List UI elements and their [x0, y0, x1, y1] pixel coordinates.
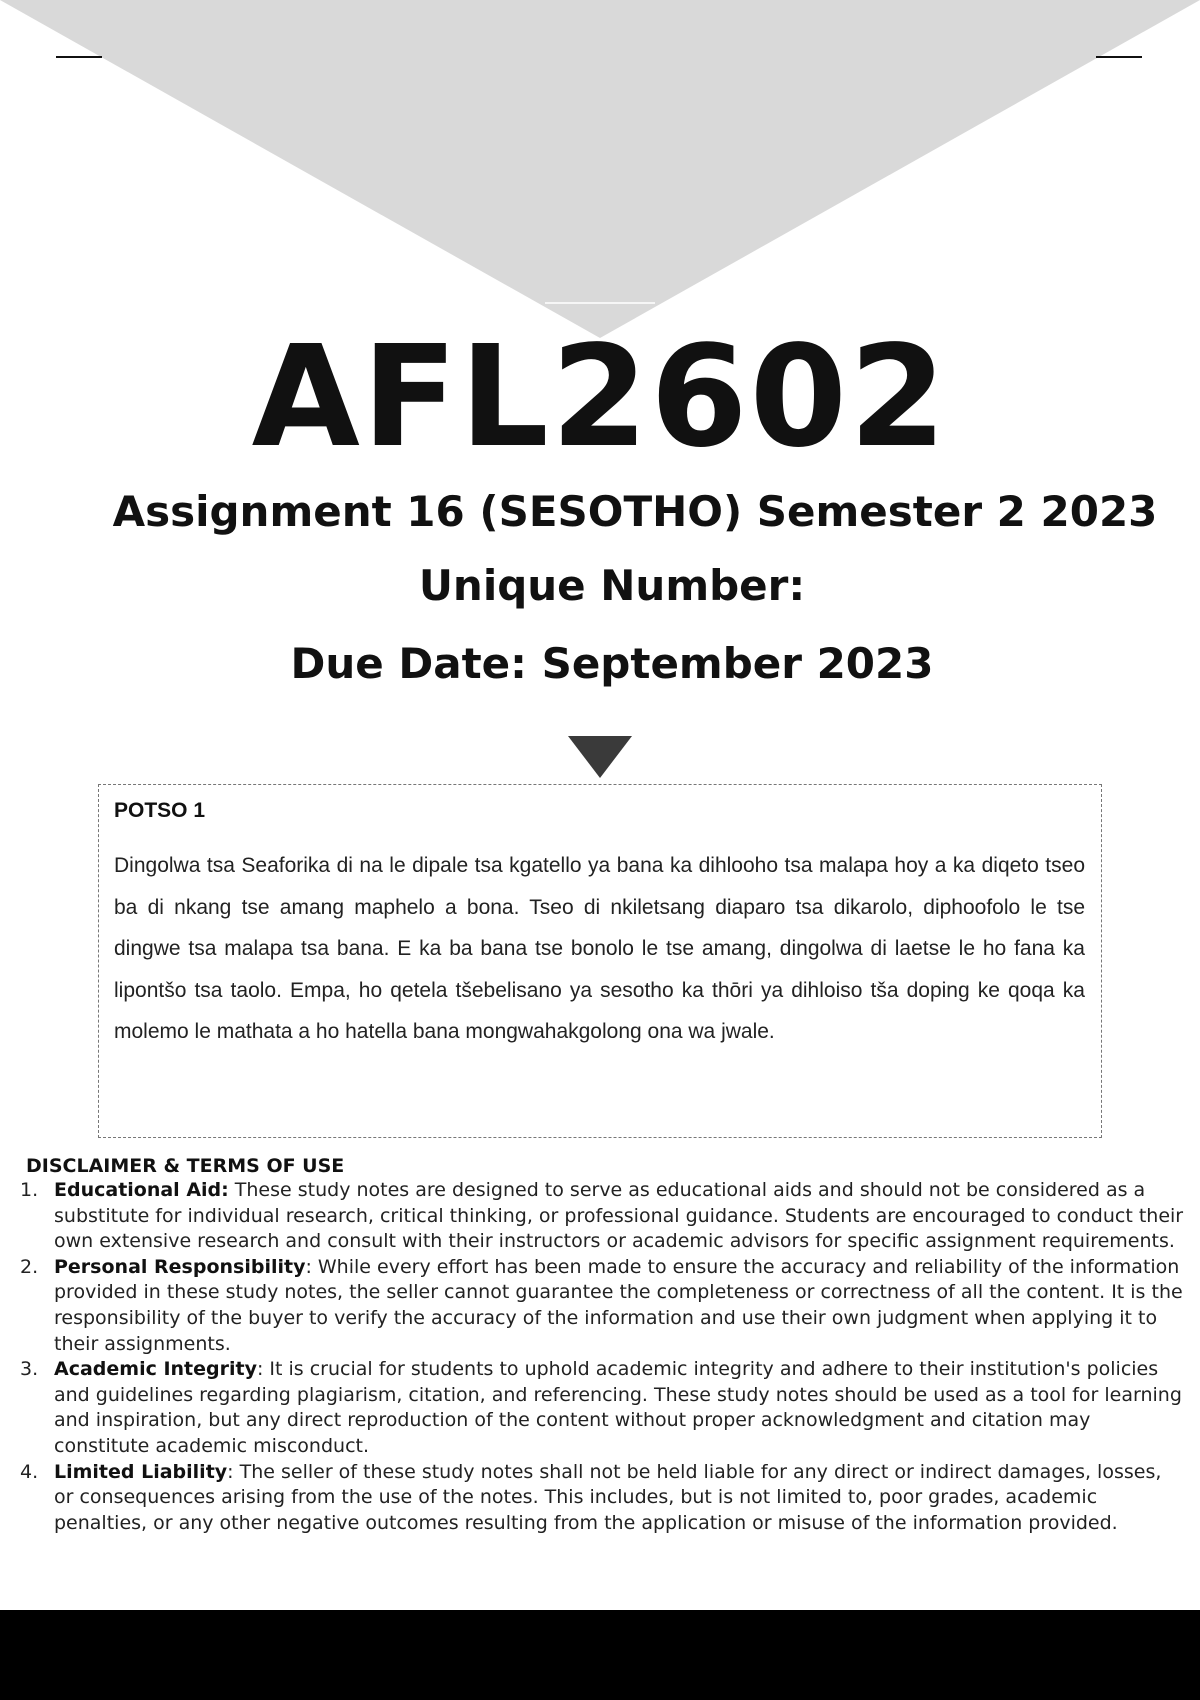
due-date-line: Due Date: September 2023: [290, 639, 934, 688]
disclaimer-item-text: These study notes are designed to serve as educational aids and should not be considered as a substitute for individual research, critical thinking, or professional guidance. Students are encouraged to conduct their own extensive research and consult with their instructors or academic advisors for specific assignment requirements.: [54, 1179, 1184, 1253]
corner-rule-left: [56, 56, 102, 58]
disclaimer-item-heading: Academic Integrity: [54, 1358, 257, 1381]
disclaimer-item: [16, 1178, 1186, 1255]
unique-number-line: Unique Number:: [418, 561, 806, 610]
bottom-bar: [0, 1610, 1200, 1700]
disclaimer-item-number: 4.: [20, 1460, 39, 1483]
corner-rule-right: [1096, 56, 1142, 58]
disclaimer-item: [16, 1460, 1186, 1537]
assignment-line: Assignment 16 (SESOTHO) Semester 2 2023: [112, 487, 1158, 536]
question-title: POTSO 1: [114, 799, 206, 822]
disclaimer-item-text: : The seller of these study notes shall not be held liable for any direct or indirect damages, losses, or consequences arising from the use of the notes. This includes, but is not limited to, poor grades, academic penalties, or any other negative outcomes resulting from the application or misuse of the information provided.: [54, 1460, 1162, 1534]
question-box: [98, 784, 1102, 1138]
disclaimer-item-number: 3.: [20, 1358, 39, 1381]
question-text: Dingolwa tsa Seaforika di na le dipale tsa kgatello ya bana ka dihlooho tsa malapa hoy a ka diqeto tseo ba di nkang tse amang maphelo a bona. Tseo di nkiletsang diaparo tsa dikarolo, diphoofolo le tse dingwe tsa malapa tsa bana. E ka ba bana tse bonolo le tse amang, dingolwa di laetse le ho fana ka lipontšo tsa taolo. Empa, ho qetela tšebelisano ya sesotho ka thōri ya dihloiso tša doping ke qoqa ka molemo le mathata a ho hatella bana mongwahakgolong ona wa jwale.: [114, 854, 1085, 1043]
top-chevron-decoration: [0, 0, 1200, 340]
disclaimer-title: DISCLAIMER & TERMS OF USE: [26, 1155, 345, 1177]
disclaimer-item-heading: Educational Aid:: [54, 1179, 229, 1201]
disclaimer-item-text: : While every effort has been made to ensure the accuracy and reliability of the information provided in these study notes, the seller cannot guarantee the completeness or correctness of all the content. It is the responsibility of the buyer to verify the accuracy of the information and use their own judgment when applying it to their assignments.: [54, 1255, 1183, 1355]
disclaimer-item-number: 1.: [20, 1179, 39, 1201]
disclaimer-item-heading: Limited Liability: [54, 1460, 228, 1483]
disclaimer-list: [16, 1178, 1186, 1536]
disclaimer-item-number: 2.: [20, 1255, 39, 1278]
disclaimer-item-text: : It is crucial for students to uphold academic integrity and adhere to their institution's policies and guidelines regarding plagiarism, citation, and referencing. These study notes should be used as a tool for learning and inspiration, but any direct reproduction of the content without proper acknowledgment and citation may constitute academic misconduct.: [54, 1358, 1182, 1457]
disclaimer-item-heading: Personal Responsibility: [54, 1255, 306, 1278]
course-code-title: AFL2602: [251, 316, 949, 479]
disclaimer-item: [16, 1255, 1186, 1357]
down-triangle-icon: [568, 736, 632, 778]
disclaimer-section: [16, 1154, 1186, 1536]
disclaimer-item: [16, 1357, 1186, 1459]
